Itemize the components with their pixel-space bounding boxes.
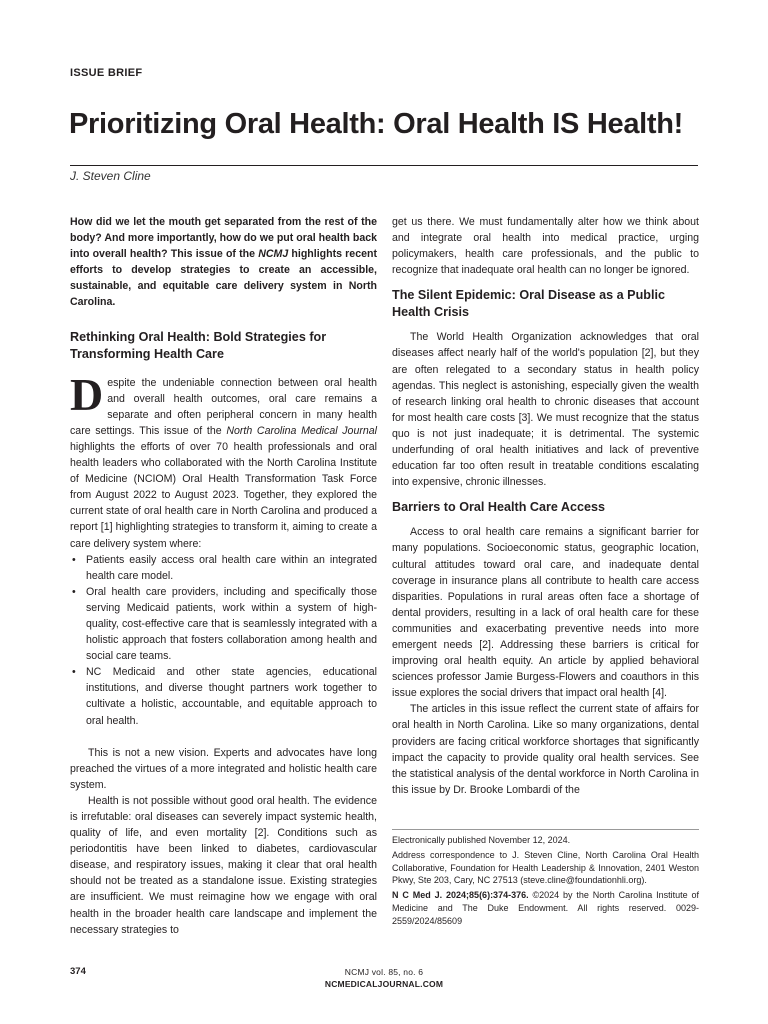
page-number: 374 [70, 966, 86, 977]
section-heading-silent-epidemic: The Silent Epidemic: Oral Disease as a Public Health Crisis [392, 288, 665, 320]
right-column [392, 214, 699, 798]
body-paragraph: This is not a new vision. Experts and advocates have long preached the virtues of a more integrated and holistic health care system. [70, 746, 377, 791]
section-heading-rethinking: Rethinking Oral Health: Bold Strategies for Transforming Health Care [70, 329, 327, 361]
section-heading-barriers: Barriers to Oral Health Care Access [392, 500, 606, 515]
body-paragraph: Access to oral health care remains a significant barrier for many populations. Socioeconomic status, geographic location, cultural attitudes toward oral care, and inadequate dental coverage in insurance plans all contribute to health care access disparities. Populations in rural areas often face a shortage of dental providers, resulting in a lack of oral health care for these communities and exacerbating preventive needs into more emergent needs [2]. Addressing these barriers is critical for improving oral health equity. An article by applied behavioral sciences professor Jamie Burgess-Flowers and coauthors in this issue explores the social drivers that impact oral health [4]. [392, 526, 699, 700]
drop-cap: D [70, 368, 104, 420]
body-paragraph-continued: get us there. We must fundamentally alter how we think about and integrate oral health into medical practice, urging policymakers, health care professionals, and the public to recognize that inadequate oral health can no longer be ignored. [392, 216, 699, 277]
lede-paragraph: How did we let the mouth get separated from the rest of the body? And more importantly, how do we put oral health back into overall health? This issue of the NCMJ highlights recent efforts to develop strategies to create an accessible, sustainable, and equitable care delivery system in North Carolina. [70, 216, 377, 309]
published-date: Electronically published November 12, 2024. [392, 835, 571, 845]
correspondence-address: Address correspondence to J. Steven Cline, North Carolina Oral Health Collaborative, Foundation for Health Leadership & Innovation, 2401 Weston Pkwy, Ste 203, Cary, NC 27513 (steve.cline@foundationhli.org). [392, 849, 699, 886]
footnote-divider [392, 829, 699, 830]
author-byline: J. Steven Cline [70, 169, 151, 183]
body-paragraph: Health is not possible without good oral health. The evidence is irrefutable: oral diseases can severely impact systemic health, quality of life, and even mortality [2]. Conditions such as periodontitis have been linked to diabetes, cardiovascular disease, and respiratory issues, making it clear that oral health should not be treated as a standalone issue. Existing strategies are insufficient. We must reimagine how we engage with oral health in the broader health care landscape and implement the necessary strategies to [70, 794, 377, 936]
list-item: • Patients easily access oral health care within an integrated health care model. [72, 553, 377, 582]
footnotes [392, 834, 699, 928]
journal-website: NCMEDICALJOURNAL.COM [324, 979, 444, 989]
issue-brief-kicker: ISSUE BRIEF [70, 67, 143, 79]
intro-paragraph: Despite the undeniable connection between oral health and overall health outcomes, oral care remains a separate and often peripheral concern in many health care settings. This issue of the North Carolina Medical Journal highlights the efforts of over 70 health professionals and oral health leaders who collaborated with the North Carolina Institute of Medicine (NCIOM) Oral Health Transformation Task Force from August 2022 to August 2023. Together, they explored the current state of oral health care in North Carolina and produced a report [1] highlighting strategies to transform it, aiming to create a care delivery system where: [70, 368, 378, 550]
journal-volume: NCMJ vol. 85, no. 6 [344, 967, 424, 977]
title-divider [70, 165, 698, 166]
body-paragraph: The articles in this issue reflect the current state of affairs for oral health in North Carolina. Like so many organizations, dental providers are facing critical workforce shortages that significantly impact the capacity to provide quality oral health services. See the statistical analysis of the dental workforce in North Carolina in this issue by Dr. Brooke Lombardi of the [392, 703, 699, 796]
goals-list [70, 552, 377, 729]
journal-footer [284, 966, 484, 990]
body-paragraph: The World Health Organization acknowledges that oral diseases affect nearly half of the world's population [2], but they are often relegated to a secondary status in health policy agendas. This neglect is astonishing, especially given the wealth of research linking oral health to chronic diseases that account for most health care costs [3]. We must recognize that the status quo is not just inadequate; it is detrimental. The systemic underfunding of oral health initiatives and lack of preventive education far too often result in treatable conditions escalating into expensive, chronic illnesses. [392, 331, 699, 489]
citation: N C Med J. 2024;85(6):374-376. ©2024 by the North Carolina Institute of Medicine and The Duke Endowment. All rights reserved. 0029-2559/2024/85609 [392, 890, 699, 926]
list-item: • NC Medicaid and other state agencies, educational institutions, and diverse thought partners work together to cultivate a holistic, accountable, and equitable approach to oral health. [72, 666, 377, 727]
article-title: Prioritizing Oral Health: Oral Health IS Health! [69, 108, 684, 140]
left-column [70, 214, 377, 938]
list-item: • Oral health care providers, including and specifically those serving Medicaid patients, work within a system of high-quality, cost-effective care that is seamlessly integrated with a holistic approach that fosters collaboration among health and social care teams. [72, 585, 377, 663]
